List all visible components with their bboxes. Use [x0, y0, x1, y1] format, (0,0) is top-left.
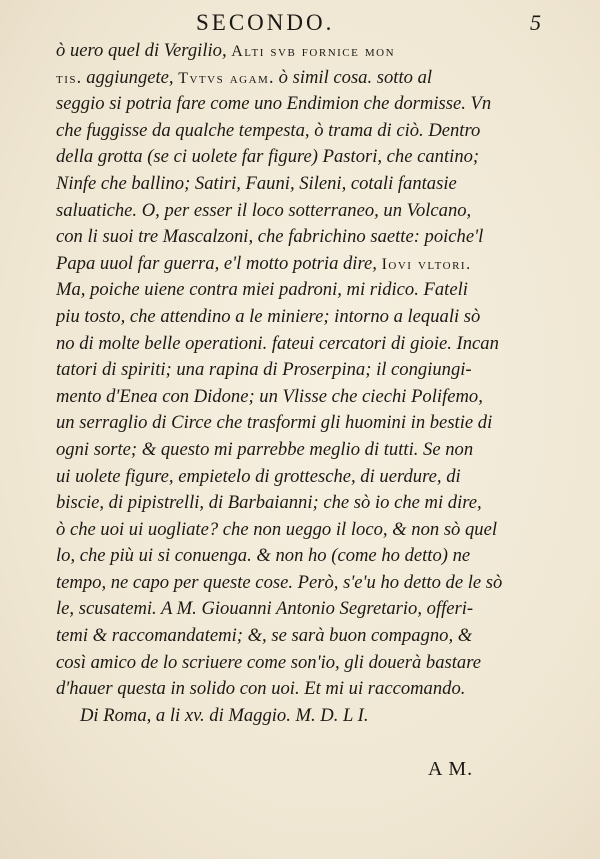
text-line: ò che uoi ui uogliate? che non ueggo il loco, & non sò quel	[56, 518, 498, 540]
quotation-caps: Alti svb fornice mon	[231, 43, 396, 60]
text-line: così amico de lo scriuere come son'io, gli douerà bastare	[56, 651, 482, 673]
text-run: . ò simil cosa. sotto al	[269, 66, 433, 88]
text-line: un serraglio di Circe che trasformi gli huomini in bestie di	[56, 412, 493, 434]
text-line: piu tosto, che attendino a le miniere; intorno a lequali sò	[56, 305, 481, 327]
text-line: con li suoi tre Mascalzoni, che fabrichino saette: poiche'l	[56, 226, 484, 248]
text-line: tempo, ne capo per queste cose. Però, s'e'u ho detto de le sò	[56, 571, 503, 593]
page-header	[0, 10, 600, 40]
motto-caps: Iovi vltori.	[381, 255, 472, 273]
page-number: 5	[530, 10, 541, 35]
quotation-caps: tis	[56, 69, 77, 87]
quotation-caps: Tvtvs agam	[178, 69, 270, 87]
letter-text	[56, 38, 528, 729]
text-line	[56, 251, 528, 278]
text-line: d'hauer questa in solido con uoi. Et mi ui raccomando.	[56, 678, 466, 700]
text-line: biscie, di pipistrelli, di Barbaianni; che sò io che mi dire,	[56, 492, 482, 514]
text-line: no di molte belle operationi. fateui cercatori di gioie. Incan	[56, 332, 499, 354]
text-line: tatori di spiriti; una rapina di Proserpina; il congiungi-	[56, 359, 472, 381]
text-line: della grotta (se ci uolete far figure) Pastori, che cantino;	[56, 146, 480, 168]
dateline: Di Roma, a li xv. di Maggio. M. D. L I.	[80, 704, 369, 726]
text-line: saluatiche. O, per esser il loco sotterraneo, un Volcano,	[56, 199, 472, 221]
text-run: . aggiungete,	[77, 66, 179, 88]
text-line: Ninfe che ballino; Satiri, Fauni, Sileni, cotali fantasie	[56, 172, 457, 194]
text-line: seggio si potria fare come uno Endimion che dormisse. Vn	[56, 93, 492, 115]
text-line: lo, che più ui si conuenga. & non ho (come ho detto) ne	[56, 545, 471, 567]
text-run: ò uero quel di Vergilio,	[56, 40, 232, 61]
text-line: temi & raccomandatemi; &, se sarà buon compagno, &	[56, 625, 473, 647]
text-line: ui uolete figure, empietelo di grottesche, di uerdure, di	[56, 465, 461, 487]
text-line: mento d'Enea con Didone; un Vlisse che ciechi Polifemo,	[56, 385, 483, 407]
text-run: Papa uuol far guerra, e'l motto potria dire,	[56, 252, 382, 274]
text-line	[56, 38, 528, 65]
running-head: SECONDO.	[196, 10, 335, 35]
text-line: che fuggisse da qualche tempesta, ò trama di ciò. Dentro	[56, 119, 481, 141]
next-letter-heading: A M.	[428, 758, 474, 780]
text-line	[56, 65, 528, 92]
text-line: Ma, poiche uiene contra miei padroni, mi ridico. Fateli	[56, 279, 468, 301]
text-line: ogni sorte; & questo mi parrebbe meglio di tutti. Se non	[56, 438, 474, 460]
text-line: le, scusatemi. A M. Giouanni Antonio Segretario, offeri-	[56, 598, 474, 620]
